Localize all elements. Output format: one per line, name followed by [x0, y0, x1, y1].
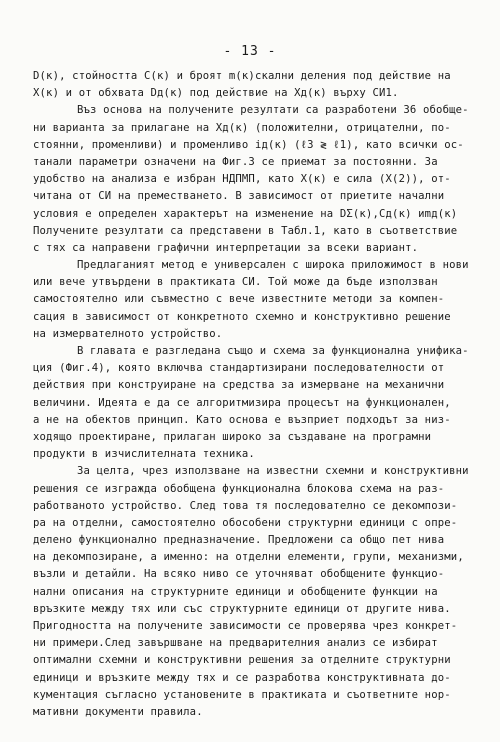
text-line: читана от СИ на преместването. В зависимост от приетите начални: [33, 190, 445, 203]
text-line: Получените резултати са представени в Табл.1, като в съответствие: [33, 224, 458, 237]
text-line: нални описания на структурните единици и обобщените функции на: [33, 585, 438, 598]
text-line: продукти в изчислителната техника.: [33, 448, 255, 461]
text-line: Пригодността на получените зависимости се проверява чрез конкрет-: [33, 620, 458, 632]
text-line: решения се изгражда обобщена функционална блокова схема на раз-: [33, 482, 445, 495]
text-line: единици и връзките между тях и се разработва конструктивната до-: [33, 671, 451, 684]
text-line: на декомпозиране, а именно: на отделни елементи, групи, механизми,: [33, 551, 464, 564]
text-line: самостоятелно или съвместно с вече известните методи за компен-: [33, 293, 445, 306]
paragraph-start-line: Предлаганият метод е универсален с широка приложимост в нови: [77, 259, 469, 272]
body-text: [33, 68, 473, 721]
text-line: стоянни, променливи) и променливо iд(к) (ℓ3 ≷ ℓ1), като всички ос-: [33, 138, 464, 151]
text-line: удобство на анализа е избран НДПМП, като X(к) е сила (X(2)), от-: [33, 173, 451, 186]
text-line: с тях са направени графични интерпретации за всеки вариант.: [33, 241, 419, 254]
text-line: работваното устройство. След това тя последователно се декомпози-: [33, 499, 458, 512]
text-line: ция (Фиг.4), която включва стандартизирани последователности от: [33, 362, 445, 375]
text-line: кументация съгласно установените в практиката и съответните нор-: [33, 688, 451, 701]
text-line: действия при конструиране на средства за измерване на механични: [33, 379, 445, 392]
text-line: величини. Идеята е да се алгоритмизира процесът на функционален,: [33, 396, 451, 409]
text-line: D(к), стойността C(к) и броят m(к)скални деления под действие на: [33, 70, 451, 82]
text-line: или вече утвърдени в практиката СИ. Той може да бъде използван: [33, 276, 438, 289]
text-line: X(к) и от обхвата Dд(к) под действие на Xд(к) върху СИ1.: [33, 87, 399, 100]
text-line: ни варианта за прилагане на Xд(к) (положителни, отрицателни, по-: [33, 121, 451, 134]
text-line: а не на обектов принцип. Като основа е възприет подходът за низ-: [33, 413, 451, 426]
page-number: - 13 -: [223, 44, 277, 59]
text-line: мативни документи правила.: [33, 705, 203, 718]
text-line: ни примери.След завършване на предварителния анализ се избират: [33, 637, 438, 650]
text-line: оптимални схемни и конструктивни решения за отделните структурни: [33, 654, 451, 667]
text-line: възли и детайли. На всяко ниво се уточняват обобщените функцио-: [33, 568, 445, 581]
text-line: делено функционално предназначение. Предложени са общо пет нива: [33, 534, 445, 547]
text-line: сация в зависимост от конкретното схемно и конструктивно решение: [33, 310, 451, 323]
paragraph-start-line: За целта, чрез използване на известни схемни и конструктивни: [77, 465, 469, 478]
text-line: ра на отделни, самостоятелно обособени структурни единици с опре-: [33, 516, 458, 529]
text-line: връзките между тях или със структурните единици от другите нива.: [33, 602, 451, 615]
text-line: условия е определен характерът на изменение на DΣ(к),Cд(к) иmд(к): [33, 207, 458, 220]
text-line: ходящо проектиране, прилаган широко за създаване на програмни: [33, 430, 432, 443]
paragraph-start-line: Въз основа на получените резултати са разработени 36 обобще-: [77, 104, 469, 117]
paragraph-start-line: В главата е разгледана също и схема за функционална унифика-: [77, 345, 469, 357]
text-line: танали параметри означени на Фиг.3 се приемат за постоянни. За: [33, 155, 438, 168]
text-line: на измервателното устройство.: [33, 327, 223, 340]
